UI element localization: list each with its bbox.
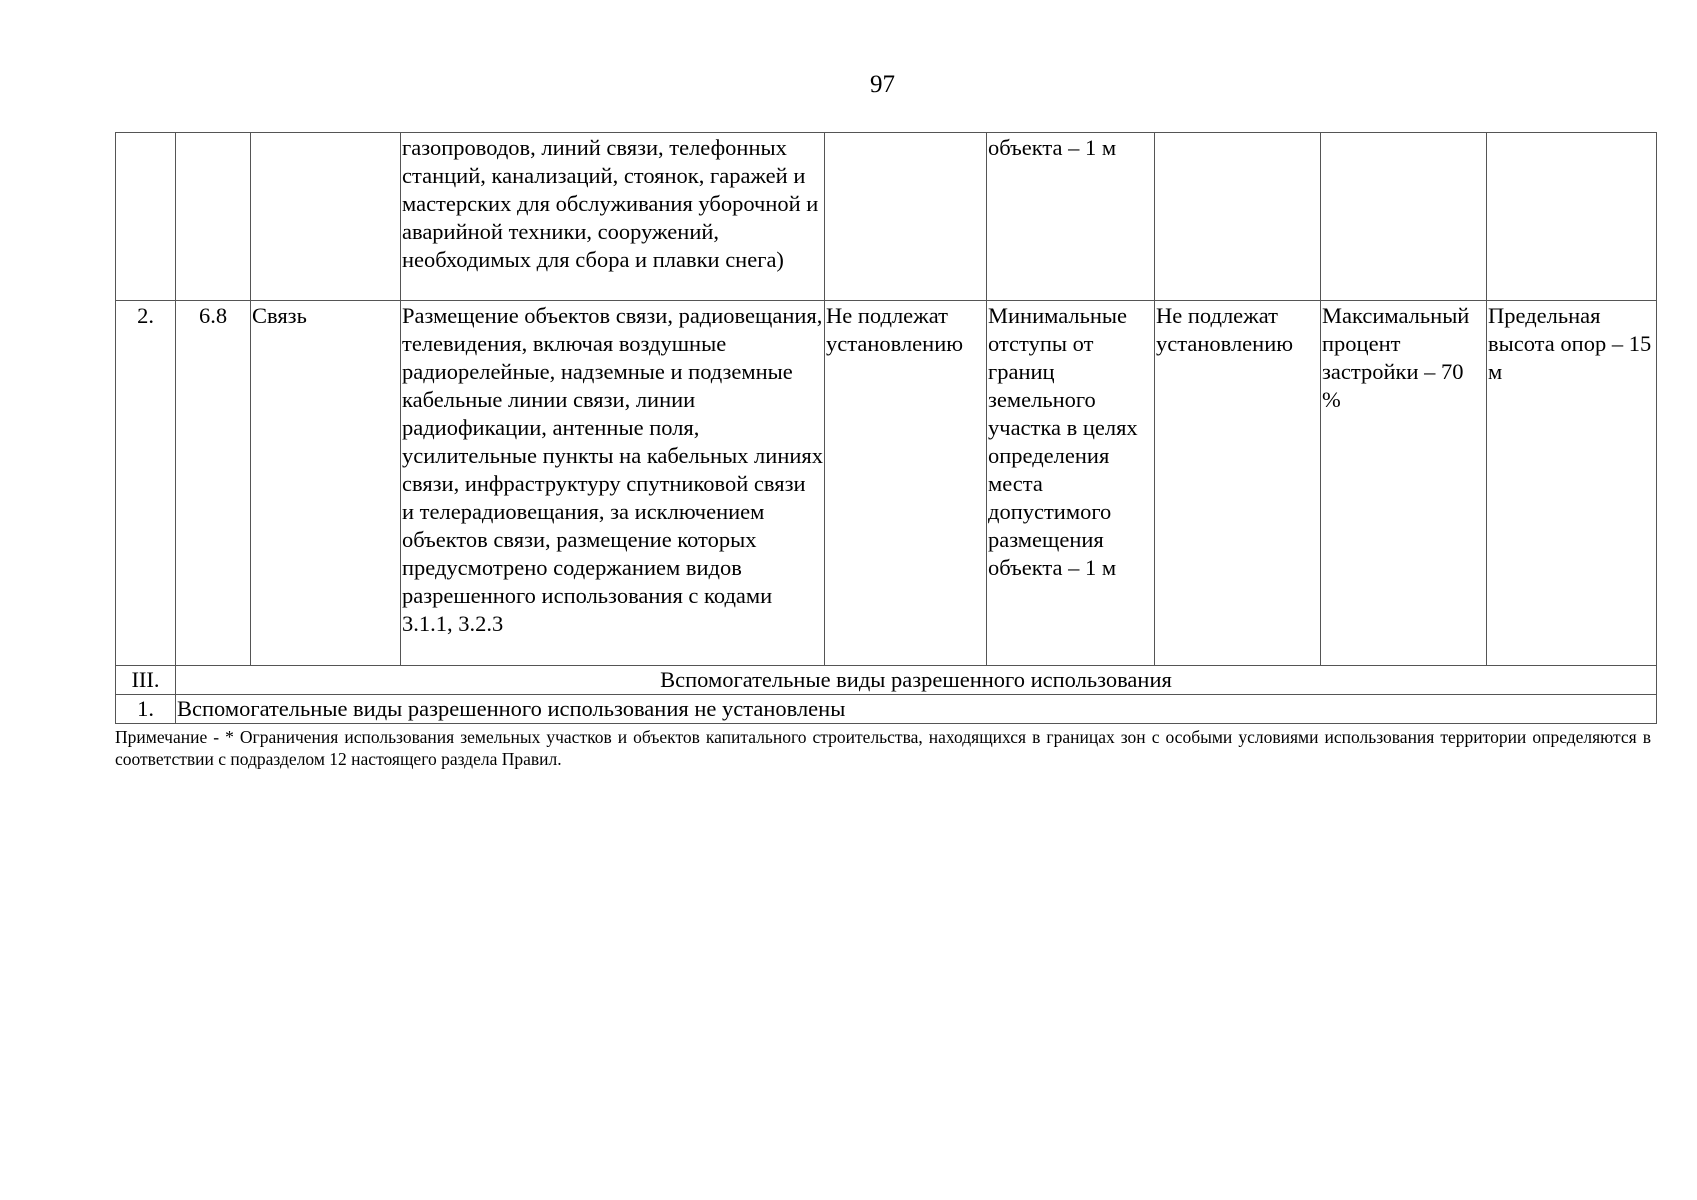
cell-plot-size: Не подлежат установлению: [825, 301, 987, 666]
cell-plot-size: [825, 133, 987, 301]
cell-height: Предельная высота опор – 15 м: [1487, 301, 1657, 666]
cell-setbacks: объекта – 1 м: [987, 133, 1155, 301]
cell-name: [251, 133, 401, 301]
cell-code: [176, 133, 251, 301]
cell-coverage: [1321, 133, 1487, 301]
section-title: Вспомогательные виды разрешенного использования: [176, 666, 1657, 695]
footnote: Примечание - * Ограничения использования земельных участков и объектов капитального строительства, находящихся в границах зон с особыми условиями использования территории определяются в соответствии с подразделом 12 настоящего раздела Правил.: [115, 727, 1651, 769]
page-number: 97: [870, 71, 895, 98]
cell-floors: [1155, 133, 1321, 301]
table-row-section-heading: [116, 666, 1657, 695]
section-number: III.: [116, 666, 176, 695]
cell-height: [1487, 133, 1657, 301]
cell-number: [116, 133, 176, 301]
cell-number: 1.: [116, 695, 176, 724]
cell-description: Размещение объектов связи, радиовещания, телевидения, включая воздушные радиорелейные, надземные и подземные кабельные линии связи, линии радиофикации, антенные поля, усилительные пункты на кабельных линиях связи, инфраструктуру спутниковой связи и телерадиовещания, за исключением объектов связи, размещение которых предусмотрено содержанием видов разрешенного использования с кодами 3.1.1, 3.2.3: [401, 301, 825, 666]
cell-setbacks: Минимальные отступы от границ земельного участка в целях определения места допустимого размещения объекта – 1 м: [987, 301, 1155, 666]
cell-description: газопроводов, линий связи, телефонных станций, канализаций, стоянок, гаражей и мастерских для обслуживания уборочной и аварийной техники, сооружений, необходимых для сбора и плавки снега): [401, 133, 825, 301]
table-row-continuation: [116, 133, 1657, 301]
cell-number: 2.: [116, 301, 176, 666]
regulations-table: [115, 132, 1657, 724]
cell-text: Вспомогательные виды разрешенного использования не установлены: [176, 695, 1657, 724]
cell-coverage: Максимальный процент застройки – 70 %: [1321, 301, 1487, 666]
cell-floors: Не подлежат установлению: [1155, 301, 1321, 666]
cell-code: 6.8: [176, 301, 251, 666]
table-row-auxiliary: [116, 695, 1657, 724]
table-row-svyaz: [116, 301, 1657, 666]
cell-name: Связь: [251, 301, 401, 666]
